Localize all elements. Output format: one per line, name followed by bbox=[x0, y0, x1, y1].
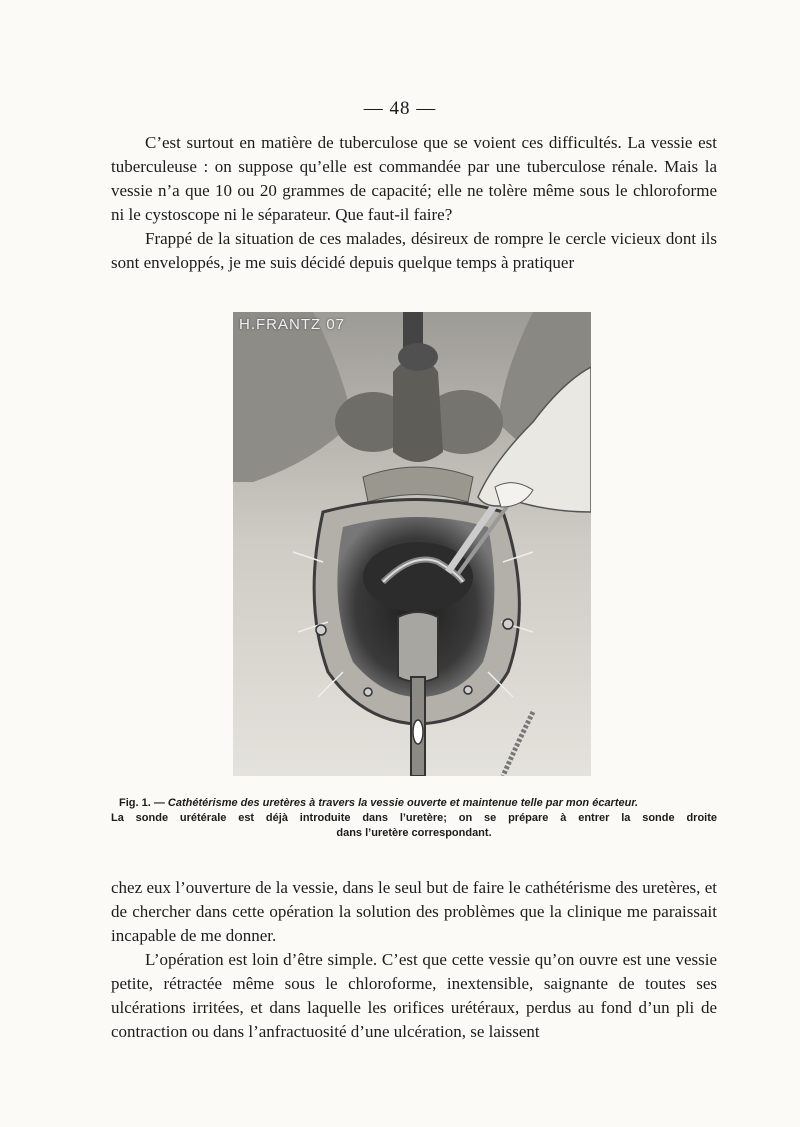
figure-label: Fig. 1. — bbox=[119, 797, 165, 809]
paragraph: Frappé de la situation de ces malades, désireux de rompre le cercle vicieux dont ils sont enveloppés, je me suis décidé depuis quelque temps à pratiquer bbox=[111, 229, 717, 272]
illustration-drawing bbox=[233, 312, 591, 776]
artist-signature: H.FRANTZ 07 bbox=[239, 316, 346, 333]
bottom-text-block bbox=[111, 876, 717, 1044]
page-number: — 48 — bbox=[363, 98, 437, 119]
figure-caption bbox=[111, 796, 717, 841]
caption-line-2: La sonde urétérale est déjà introduite dans l’uretère; on se prépare à entrer la sonde droite bbox=[111, 812, 717, 824]
paragraph: L’opération est loin d’être simple. C’est que cette vessie qu’on ouvre est une vessie petite, rétractée même sous le chloroforme, inextensible, saignante de toutes ses ulcérations irritées, et dans laquelle les orifices urétéraux, perdus au fond d’un pli de contraction ou dans l’anfractuosité d’une ulcération, se laissent bbox=[111, 950, 717, 1041]
paragraph: C’est surtout en matière de tuberculose que se voient ces difficultés. La vessie est tuberculeuse : on suppose qu’elle est commandée par une tuberculose rénale. Mais la vessie n’a que 10 ou 20 grammes de capacité; elle ne tolère même sous le chloroforme ni le cystoscope ni le séparateur. Que faut-il faire? bbox=[111, 133, 717, 224]
surgical-illustration bbox=[233, 312, 591, 776]
figure-title: Cathétérisme des uretères à travers la vessie ouverte et maintenue telle par mon écarteur. bbox=[167, 797, 639, 809]
caption-line-1 bbox=[111, 796, 717, 811]
top-text-block bbox=[111, 131, 717, 275]
caption-line-3: dans l’uretère correspondant. bbox=[336, 827, 492, 839]
paragraph: chez eux l’ouverture de la vessie, dans le seul but de faire le cathétérisme des uretères, et de chercher dans cette opération la solution des problèmes que la clinique me paraissait incapable de me donner. bbox=[111, 878, 717, 945]
